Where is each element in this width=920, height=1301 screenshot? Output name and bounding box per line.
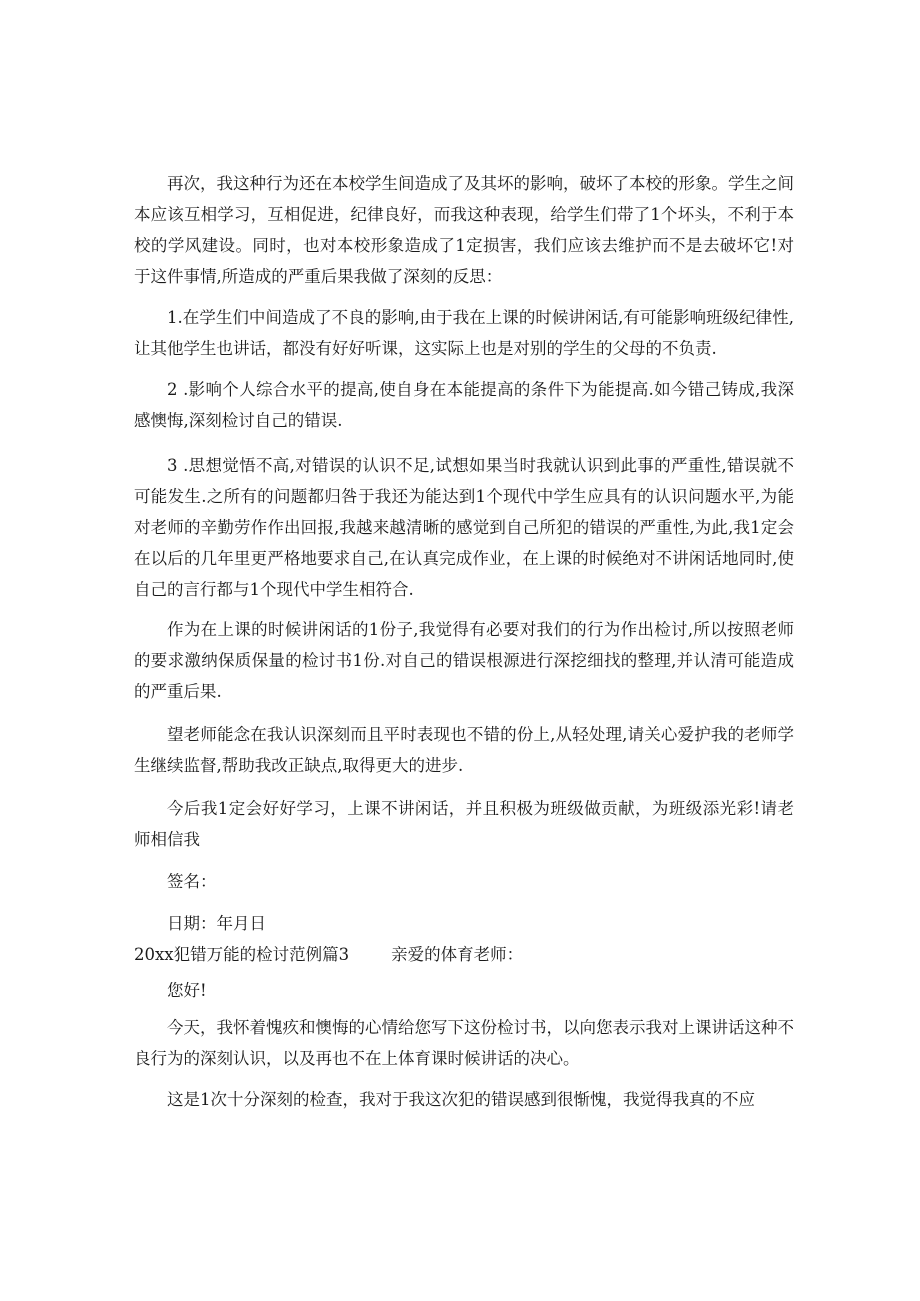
paragraph-today: 今天，我怀着愧疚和懊悔的心情给您写下这份检讨书，以向您表示我对上课讲话这种不良行为的深刻认识，以及再也不在上体育课时候讲话的决心。 (134, 1018, 794, 1068)
date-line: 日期：年月日 (167, 914, 266, 933)
paragraph-reflection-intro: 再次，我这种行为还在本校学生间造成了及其坏的影响，破坏了本校的形象。学生之间本应该互相学习，互相促进，纪律良好，而我这种表现，给学生们带了1个坏头，不利于本校的学风建设。同时，也对本校形象造成了1定损害，我们应该去维护而不是去破坏它!对于这件事情,所造成的严重后果我做了深刻的反思： (134, 174, 794, 286)
signature-line: 签名： (167, 872, 217, 891)
paragraph-point-2: 2 .影响个人综合水平的提高,使自身在本能提高的条件下为能提高.如今错己铸成,我深感懊悔,深刻检讨自己的错误. (134, 380, 794, 430)
paragraph-deep-reflection: 这是1次十分深刻的检查，我对于我这次犯的错误感到很惭愧，我觉得我真的不应 (167, 1090, 755, 1109)
paragraph-promise: 今后我1定会好好学习，上课不讲闲话，并且积极为班级做贡献，为班级添光彩!请老师相信我 (134, 799, 794, 849)
section-heading-line (134, 939, 794, 970)
salutation: 亲爱的体育老师： (391, 945, 524, 964)
document-body (134, 168, 794, 1115)
paragraph-request-leniency: 望老师能念在我认识深刻而且平时表现也不错的份上,从轻处理,请关心爱护我的老师学生继续监督,帮助我改正缺点,取得更大的进步. (134, 725, 794, 775)
section-heading: 20xx犯错万能的检讨范例篇3 (134, 945, 350, 964)
heading-spacer (349, 945, 391, 964)
paragraph-point-1: 1.在学生们中间造成了不良的影响,由于我在上课的时候讲闲话,有可能影响班级纪律性,让其他学生也讲话，都没有好好听课，这实际上也是对别的学生的父母的不负责. (134, 308, 794, 358)
paragraph-self-criticism: 作为在上课的时候讲闲话的1份子,我觉得有必要对我们的行为作出检讨,所以按照老师的要求激纳保质保量的检讨书1份.对自己的错误根源进行深挖细找的整理,并认清可能造成的严重后果. (134, 620, 794, 701)
greeting: 您好! (167, 981, 207, 1000)
paragraph-point-3: 3 .思想觉悟不高,对错误的认识不足,试想如果当时我就认识到此事的严重性,错误就不可能发生.之所有的问题都归咎于我还为能达到1个现代中学生应具有的认识问题水平,为能对老师的辛勤劳作作出回报,我越来越清晰的感觉到自己所犯的错误的严重性,为此,我1定会在以后的几年里更严格地要求自己,在认真完成作业，在上课的时候绝对不讲闲话地同时,使自己的言行都与1个现代中学生相符合. (134, 456, 794, 599)
